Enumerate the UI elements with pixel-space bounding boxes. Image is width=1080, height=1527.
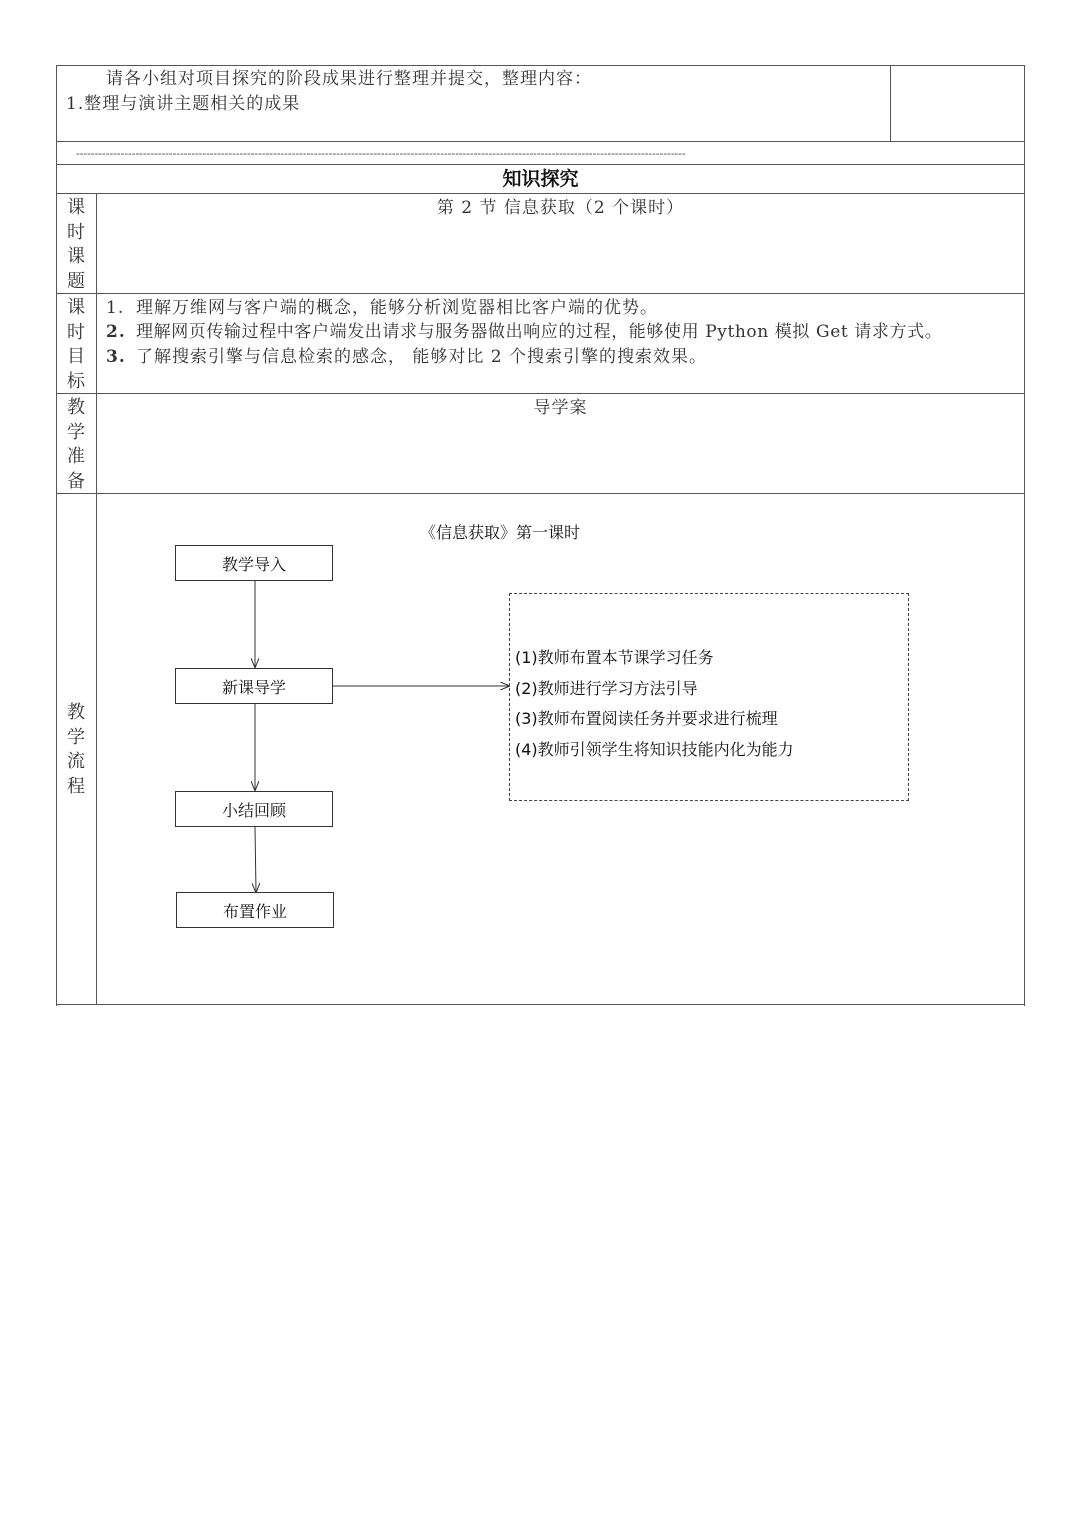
goal-number-3: 3.	[106, 347, 126, 367]
detail-item-1: (1)教师布置本节课学习任务	[515, 648, 714, 667]
section-title: 知识探究	[502, 168, 579, 190]
label-topic: 课 时 课 题	[67, 197, 85, 292]
goal-text-3: 了解搜索引擎与信息检索的感念， 能够对比 2 个搜索引擎的搜索效果。	[136, 347, 708, 367]
detail-item-2: (2)教师进行学习方法引导	[515, 679, 698, 698]
prep-content: 导学案	[533, 398, 588, 418]
label-prep: 教 学 准 备	[67, 397, 85, 492]
step-summary-box: 小结回顾	[175, 791, 333, 827]
goal-text-2: 理解网页传输过程中客户端发出请求与服务器做出响应的过程，能够使用 Python 模拟 Get 请求方式。	[136, 322, 943, 342]
dashed-divider: --------------------------------------------------------------------------------------------------------------------------------------------------------------------	[76, 147, 686, 160]
diagram-title: 《信息获取》第一课时	[420, 523, 581, 542]
step-homework-box: 布置作业	[176, 892, 334, 928]
lesson-topic: 第 2 节 信息获取（2 个课时）	[436, 198, 685, 218]
detail-item-3: (3)教师布置阅读任务并要求进行梳理	[515, 709, 778, 728]
step-new-lesson-box: 新课导学	[175, 668, 333, 704]
instruction-item-1: 1.整理与演讲主题相关的成果	[66, 94, 301, 114]
goal-text-1: 理解万维网与客户端的概念，能够分析浏览器相比客户端的优势。	[136, 298, 658, 318]
detail-item-4: (4)教师引领学生将知识技能内化为能力	[515, 740, 794, 759]
step-intro-box: 教学导入	[175, 545, 333, 581]
label-flow: 教 学 流 程	[67, 702, 85, 797]
label-goals: 课 时 目 标	[67, 297, 85, 392]
goal-number-2: 2.	[106, 322, 126, 342]
instruction-text: 请各小组对项目探究的阶段成果进行整理并提交，整理内容：	[106, 69, 592, 89]
goal-number-1: 1.	[106, 298, 125, 318]
arrow-summary-to-homework	[255, 827, 256, 892]
